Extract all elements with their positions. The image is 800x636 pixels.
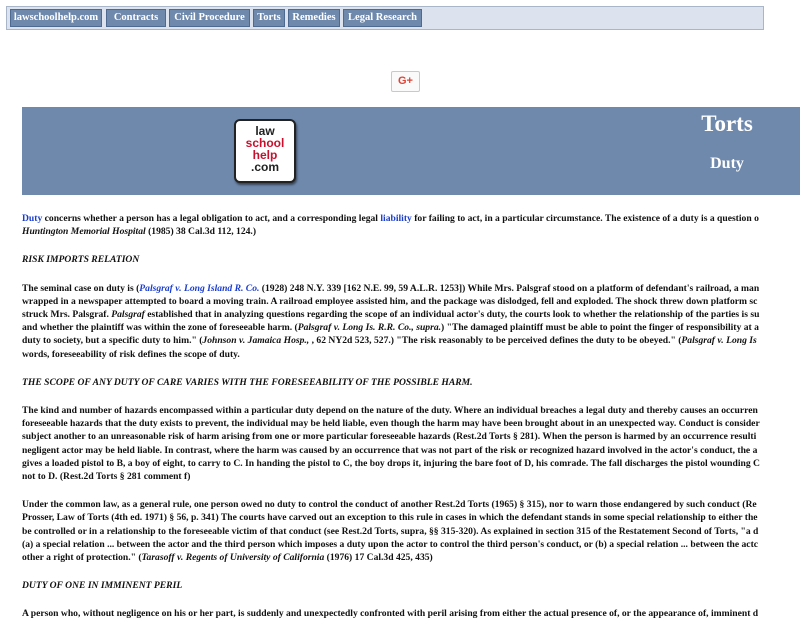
text: The kind and number of hazards encompassed within a particular duty depend on the nature of the duty. Where an individual breaches a legal duty and thereby causes an occurren bbox=[22, 405, 758, 417]
text: (a) a special relation ... between the actor and the third person which imposes a duty upon the actor to control the third person's conduct, or (b) a special relation ... between the actc bbox=[22, 538, 759, 550]
nav-item-legal-research[interactable]: Legal Research bbox=[343, 9, 422, 27]
text: foreseeable hazards that the duty exists to prevent, the individual may be held liable, even though the harm may have been brought about in an unexpected way. Conduct is consider bbox=[22, 418, 760, 430]
text: (1985) 38 Cal.3d 112, 124.) bbox=[145, 226, 257, 238]
section-heading-risk: RISK IMPORTS RELATION bbox=[22, 254, 140, 266]
duty-link[interactable]: Duty bbox=[22, 213, 43, 224]
paragraph-palsgraf bbox=[22, 282, 800, 361]
text: A person who, without negligence on his or her part, is suddenly and unexpectedly confronted with peril arising from either the actual presence of, or the appearance of, imminent d bbox=[22, 608, 759, 620]
nav-item-civil-procedure[interactable]: Civil Procedure bbox=[169, 9, 250, 27]
page-subtitle: Duty bbox=[710, 155, 744, 172]
text: Prosser, Law of Torts (4th ed. 1971) § 56, p. 341) The courts have carved out an exception to this rule in cases in which the defendant stands in some special relationship to either the bbox=[22, 512, 758, 524]
text: not to D. (Rest.2d Torts § 281 comment f) bbox=[22, 471, 191, 483]
text: and whether the plaintiff was within the zone of foreseeable harm. ( bbox=[22, 322, 298, 334]
site-logo[interactable] bbox=[234, 119, 296, 183]
text: other a right of protection." ( bbox=[22, 552, 142, 564]
text: subject another to an unreasonable risk of harm arising from one or more particular foreseeable hazards (Rest.2d Torts § 281). When the person is harmed by an occurrence resulti bbox=[22, 431, 757, 443]
text: established that in analyzing questions regarding the scope of an individual actor's duty, the courts look to whether the relationship of the parties is su bbox=[144, 309, 760, 321]
logo-text-help: help bbox=[252, 148, 278, 162]
logo-text-school: school bbox=[245, 136, 285, 150]
nav-item-torts[interactable]: Torts bbox=[253, 9, 285, 27]
google-plus-button[interactable]: G+ bbox=[391, 71, 420, 92]
text: negligent actor may be held liable. In contrast, where the harm was caused by an occurrence that was not part of the risk or recognized hazard involved in the actor's conduct, the a bbox=[22, 444, 758, 456]
palsgraf-link[interactable]: Palsgraf v. Long Island R. Co. bbox=[139, 282, 260, 294]
section-heading-scope: THE SCOPE OF ANY DUTY OF CARE VARIES WITH THE FORESEEABILITY OF THE POSSIBLE HARM. bbox=[22, 376, 473, 388]
paragraph-intro bbox=[22, 212, 800, 238]
nav-item-home[interactable]: lawschoolhelp.com bbox=[10, 9, 102, 27]
top-nav bbox=[6, 6, 764, 30]
case-citation: Huntington Memorial Hospital bbox=[22, 226, 146, 238]
paragraph-peril bbox=[22, 607, 800, 620]
section-heading-peril: DUTY OF ONE IN IMMINENT PERIL bbox=[22, 580, 183, 592]
paragraph-common-law bbox=[22, 498, 800, 564]
liability-link[interactable]: liability bbox=[380, 213, 412, 224]
case-citation: Palsgraf v. Long Is. R.R. Co., supra. bbox=[297, 322, 442, 334]
text: for failing to act, in a particular circumstance. The existence of a duty is a question o bbox=[411, 213, 759, 224]
text: Under the common law, as a general rule, one person owed no duty to control the conduct of another Rest.2d Torts (1965) § 315), nor to warn those endangered by such conduct (Re bbox=[22, 499, 757, 511]
text: struck Mrs. Palsgraf. bbox=[22, 309, 112, 321]
case-citation: Tarasoff v. Regents of University of California bbox=[141, 552, 325, 564]
case-citation: Palsgraf v. Long Is bbox=[681, 335, 757, 347]
text: gives a loaded pistol to B, a boy of eight, to carry to C. In handing the pistol to C, the boy drops it, injuring the bare foot of D, his comrade. The fall discharges the pistol wounding C bbox=[22, 457, 760, 469]
text: be controlled or in a relationship to the foreseeable victim of that conduct (see Rest.2d Torts, supra, §§ 315-320). As explained in section 315 of the Restatement Second of Torts, "a d bbox=[22, 525, 759, 537]
text: ) "The damaged plaintiff must be able to point the finger of responsibility at a bbox=[441, 322, 759, 334]
case-citation: Johnson v. Jamaica Hosp., bbox=[202, 335, 310, 347]
text: , 62 NY2d 523, 527.) "The risk reasonably to be perceived defines the duty to be obeyed." ( bbox=[309, 335, 682, 347]
text: (1928) 248 N.Y. 339 [162 N.E. 99, 59 A.L.R. 1253]) While Mrs. Palsgraf stood on a platform of defendant's railroad, a man bbox=[259, 282, 760, 294]
nav-item-remedies[interactable]: Remedies bbox=[288, 9, 340, 27]
text: duty to society, but a specific duty to him." ( bbox=[22, 335, 203, 347]
logo-text-com: .com bbox=[250, 160, 279, 174]
text: concerns whether a person has a legal obligation to act, and a corresponding legal bbox=[42, 213, 381, 224]
paragraph-hazards bbox=[22, 404, 800, 483]
page-title: Torts bbox=[701, 111, 753, 136]
nav-item-contracts[interactable]: Contracts bbox=[106, 9, 166, 27]
article-body bbox=[22, 212, 800, 636]
text: (1976) 17 Cal.3d 425, 435) bbox=[324, 552, 433, 564]
text: The seminal case on duty is ( bbox=[22, 282, 140, 294]
text: words, foreseeability of risk defines the scope of duty. bbox=[22, 348, 240, 360]
logo-text-law: law bbox=[255, 124, 275, 138]
page-banner bbox=[22, 107, 800, 195]
text: wrapped in a newspaper attempted to board a moving train. A railroad employee assisted him, and the package was dislodged, fell and exploded. The shock threw down platform sc bbox=[22, 295, 758, 307]
case-citation: Palsgraf bbox=[111, 309, 145, 321]
